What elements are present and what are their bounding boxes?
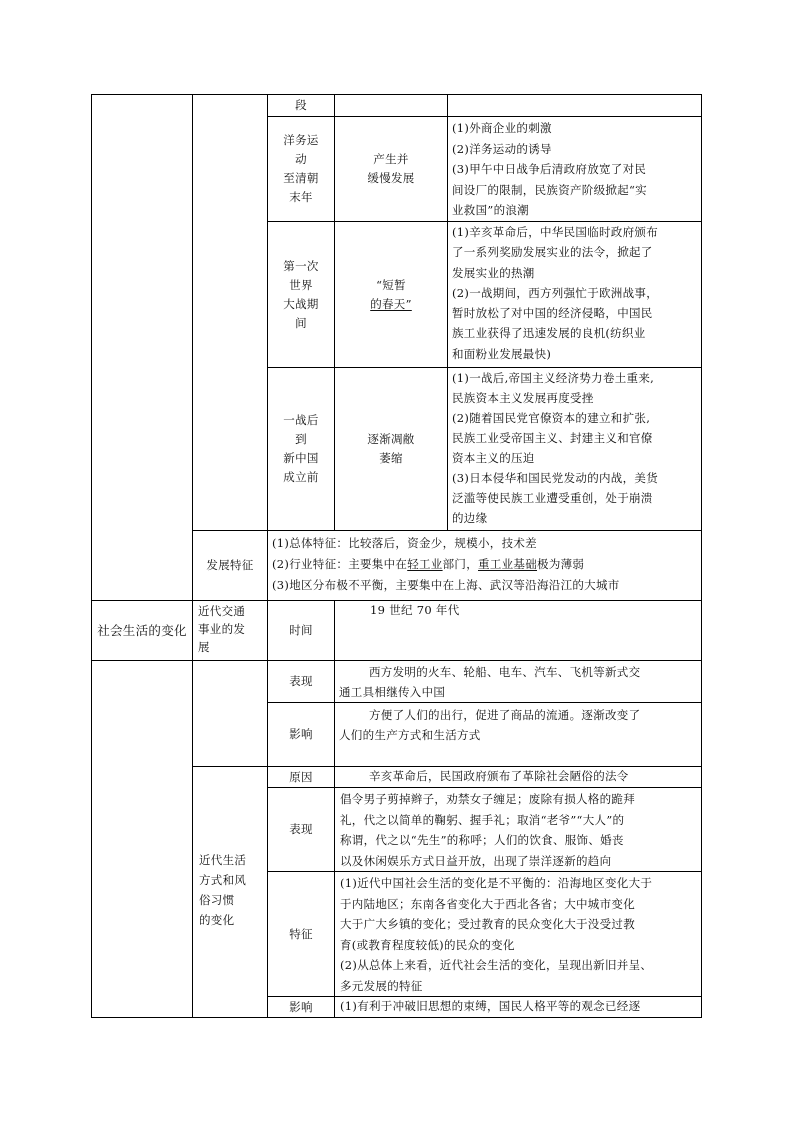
social-feature-line: (1)近代中国社会生活的变化是不平衡的：沿海地区变化大于: [340, 876, 653, 890]
period-line: 新中国: [283, 451, 319, 465]
transport-line: 展: [198, 640, 210, 654]
custom-manifest-line: 称谓，代之以“先生”的称呼；人们的饮食、服饰、婚丧: [340, 833, 624, 847]
feature-line: [272, 554, 702, 575]
reason-line: (2)随着国民党官僚资本的建立和扩张,: [452, 411, 651, 425]
grid-line: [192, 600, 193, 1018]
feature-content: [340, 873, 702, 996]
custom-line: 俗习惯: [199, 893, 235, 907]
last-impact-text: (1)有利于冲破旧思想的束缚，国民人格平等的观念已经逐: [340, 999, 641, 1013]
period-cell: [268, 117, 334, 221]
cause-label: [268, 767, 334, 787]
feature-line: (1)总体特征：比较落后，资金少，规模小，技术差: [272, 536, 537, 550]
period-line: 动: [295, 152, 307, 166]
feature-text: 部门，: [442, 557, 479, 571]
reason-line: 暂时放松了对中国的经济侵略，中国民: [452, 306, 653, 321]
reason-line: (3)甲午中日战争后清政府放宽了对民: [452, 162, 647, 176]
custom-line: 近代生活: [199, 853, 247, 867]
transport-line: 事业的发: [198, 622, 246, 636]
social-feature-line: 育(或教育程度较低)的民众的变化: [340, 937, 515, 952]
time-value: [370, 601, 690, 621]
status-line: 缓慢发展: [367, 171, 415, 185]
stage-header-tail: [268, 95, 334, 116]
reason-line: 的边缘: [452, 511, 488, 525]
custom-manifest-line: 以及休闲娱乐方式日益开放，出现了崇洋逐新的趋向: [340, 853, 612, 868]
reason-line: (1)一战后,帝国主义经济势力卷土重来,: [452, 371, 655, 385]
period-line: 第一次: [283, 258, 319, 273]
reasons-cell: [452, 118, 702, 221]
features-content: [272, 533, 702, 600]
transport-line: 近代交通: [198, 604, 246, 618]
custom-manifest-label: [268, 788, 334, 871]
header-text: 段: [295, 98, 307, 112]
reason-line: 业救国”的浪潮: [452, 203, 529, 217]
cause-content: [369, 767, 702, 787]
reason-line: (1)辛亥革命后，中华民国临时政府颁布: [452, 225, 658, 239]
reason-line: (2)一战期间，西方列强忙于欧洲战事，: [452, 285, 658, 300]
period-line: 大战期: [283, 296, 319, 311]
manifest-label-text: 表现: [289, 674, 313, 688]
social-feature-line: 大于广大乡镇的变化；受过教育的民众变化大于没受过教: [340, 917, 635, 931]
reason-line: 间设厂的限制，民族资产阶级掀起“实: [452, 182, 647, 197]
manifest-line: 通工具相继传入中国: [339, 685, 446, 699]
impact-content: [339, 705, 702, 765]
feature-line: (3)地区分布极不平衡，主要集中在上海、武汉等沿海沿江的大城市: [272, 578, 620, 592]
reason-line: 了一系列奖励发展实业的法令，掀起了: [452, 245, 653, 260]
reason-line: (1)外商企业的刺激: [452, 121, 552, 135]
period-line: 至清朝: [283, 171, 319, 185]
custom-manifest-line: 礼，代之以简单的鞠躬、握手礼；取消“老爷”“大人”的: [340, 812, 625, 827]
reason-line: 民族工业受帝国主义、封建主义和官僚: [452, 431, 653, 445]
status-line: 产生并: [373, 152, 409, 166]
feature-label: [268, 872, 334, 996]
period-line: 成立前: [283, 470, 319, 484]
grid-line: [334, 600, 335, 1018]
period-cell: [268, 368, 334, 530]
reason-line: 泛滥等使民族工业遭受重创，处于崩溃: [452, 491, 653, 505]
social-feature-line: 于内陆地区；东南各省变化大于西北各省；大中城市变化: [340, 896, 635, 911]
status-line: “短暂: [376, 277, 406, 292]
status-cell: [335, 117, 447, 221]
period-line: 世界: [289, 277, 313, 292]
custom-line: 方式和风: [199, 873, 247, 887]
custom-label: [199, 850, 265, 936]
manifest-content: [339, 662, 702, 702]
social-section-title: [96, 604, 188, 656]
status-line: 萎缩: [379, 451, 403, 465]
status-cell: [335, 368, 447, 530]
impact-line: 人们的生产方式和生活方式: [339, 728, 481, 742]
features-label-text: 发展特征: [206, 558, 254, 572]
social-feature-line: (2)从总体上来看，近代社会生活的变化，呈现出新旧并呈、: [340, 958, 653, 972]
feature-text: (2)行业特征：主要集中在: [272, 557, 408, 571]
reason-line: (3)日本侵华和国民党发动的内战，美货: [452, 471, 658, 485]
features-label: [193, 531, 267, 600]
reasons-cell: [452, 368, 702, 530]
manifest-label: [268, 661, 334, 702]
reasons-cell: [452, 222, 702, 367]
grid-line: [91, 660, 702, 661]
custom-manifest-line: 倡令男子剪掉辫子，劝禁女子缠足；废除有损人格的跪拜: [340, 792, 635, 806]
impact-line: 方便了人们的出行，促进了商品的流通。逐渐改变了: [369, 708, 641, 722]
period-line: 一战后: [283, 413, 319, 427]
custom-manifest-content: [340, 789, 702, 871]
custom-line: 的变化: [199, 913, 235, 927]
period-cell: [268, 222, 334, 367]
reason-line: 族工业获得了迅速发展的良机(纺织业: [452, 326, 646, 341]
reason-line: 和面粉业发展最快): [452, 346, 552, 361]
reason-line: (2)洋务运动的诱导: [452, 141, 552, 156]
period-line: 洋务运: [283, 133, 319, 147]
impact-label: [268, 703, 334, 766]
grid-line: [192, 94, 193, 600]
custom-manifest-label-text: 表现: [289, 822, 313, 836]
feature-text: 极为薄弱: [537, 557, 585, 571]
grid-line: [192, 530, 702, 531]
feature-label-text: 特征: [289, 926, 313, 941]
status-cell: [335, 222, 447, 367]
light-industry-text: 轻工业: [407, 557, 443, 571]
last-impact-content: [340, 997, 702, 1018]
reason-line: 民族资本主义发展再度受挫: [452, 391, 594, 405]
cause-label-text: 原因: [289, 769, 313, 784]
time-label-text: 时间: [289, 623, 313, 637]
social-title-text: 社会生活的变化: [97, 622, 187, 638]
manifest-line: 西方发明的火车、轮船、电车、汽车、飞机等新式交: [369, 665, 641, 679]
reason-line: 发展实业的热潮: [452, 265, 535, 280]
time-value-text: 19 世纪 70 年代: [370, 603, 460, 617]
time-label: [268, 601, 334, 660]
status-line: 的春天”: [370, 296, 412, 311]
cause-text: 辛亥革命后，民国政府颁布了革除社会陋俗的法令: [369, 769, 629, 783]
transport-label: [198, 602, 266, 660]
last-impact-label: [268, 997, 334, 1018]
period-line: 到: [295, 432, 307, 446]
period-line: 间: [295, 315, 307, 330]
reason-line: 资本主义的压迫: [452, 451, 535, 465]
status-line: 逐渐凋敝: [367, 432, 415, 446]
social-feature-line: 多元发展的特征: [340, 978, 423, 993]
last-impact-label-text: 影响: [289, 1000, 313, 1014]
impact-label-text: 影响: [289, 727, 313, 741]
period-line: 末年: [289, 190, 313, 204]
heavy-industry-text: 重工业基础: [478, 557, 538, 571]
grid-line: [447, 94, 448, 530]
